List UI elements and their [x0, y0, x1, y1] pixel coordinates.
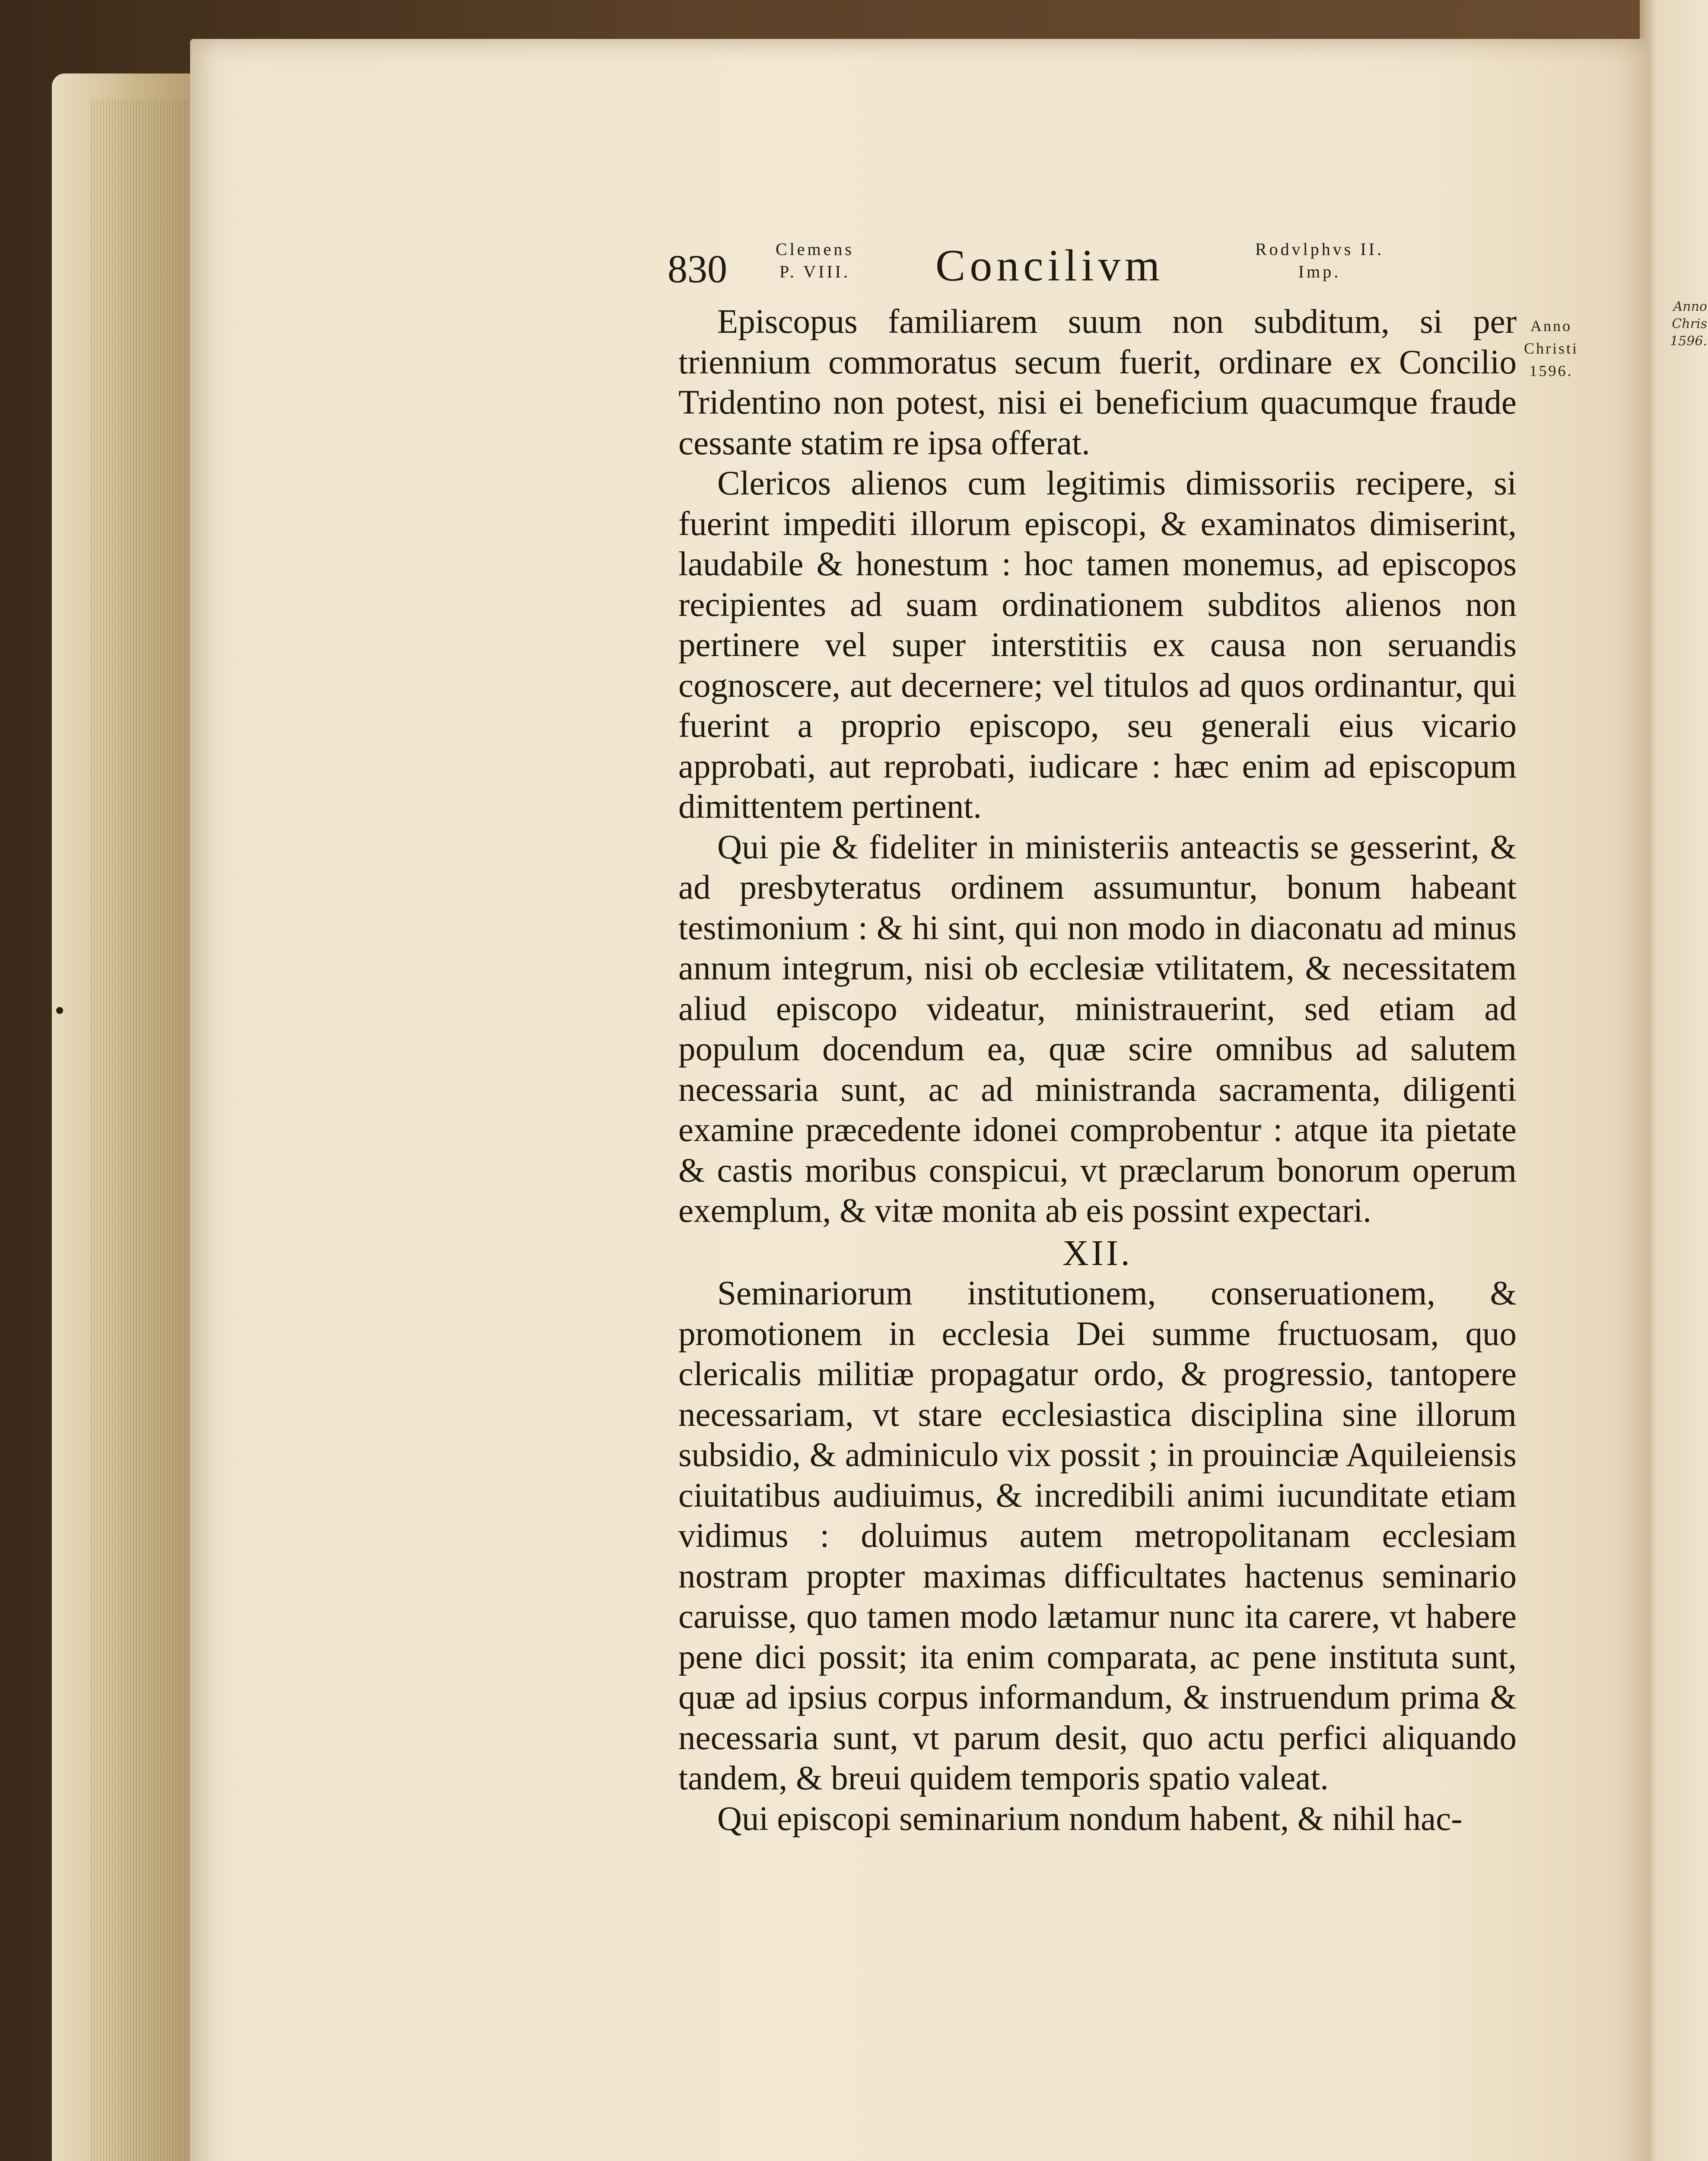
running-head-right [1255, 238, 1384, 283]
running-head-right-line: Imp. [1298, 262, 1341, 281]
running-head-left-line: P. VIII. [779, 262, 850, 281]
book-page-edges [52, 73, 199, 2161]
facing-page-margin-note [1670, 298, 1707, 350]
running-head [668, 236, 1458, 292]
margin-note-line: Anno [1530, 317, 1572, 335]
ink-mark [56, 1007, 63, 1014]
body-paragraph: Qui episcopi seminarium nondum habent, & nihil hac- [717, 1800, 1463, 1838]
running-head-left [776, 238, 854, 283]
facing-margin-line: Chris [1672, 316, 1707, 331]
body-paragraph: Episcopus familiarem suum non subditum, si per triennium commoratus secum fuerit, ordinare ex Concilio Tridentino non potest, nisi ei beneficium quacumque fraude cessante statim re ipsa offerat. [678, 303, 1517, 462]
margin-note-line: Christi [1524, 340, 1578, 357]
margin-note-year [1508, 315, 1594, 382]
page-number: 830 [668, 247, 727, 291]
running-head-left-line: Clemens [776, 239, 854, 259]
running-head-title: Concilivm [935, 241, 1164, 290]
running-head-right-line: Rodvlphvs II. [1255, 239, 1384, 259]
body-paragraph: Clericos alienos cum legitimis dimissoriis recipere, si fuerint impediti illorum episcopi, & examinatos dimiserint, laudabile & honestum : hoc tamen monemus, ad episcopos recipientes ad suam ordinationem subditos alienos non pertinere vel super interstitiis ex causa non seruandis cognoscere, aut decernere; vel titulos ad quos ordinantur, qui fuerint a proprio episcopo, seu generali eius vicario approbati, aut reprobati, iudicare : hæc enim ad episcopum dimittentem pertinent. [678, 465, 1517, 826]
section-heading: XII. [1062, 1233, 1132, 1273]
body-paragraph: Seminariorum institutionem, conseruationem, & promotionem in ecclesia Dei summe fructuosam, quo clericalis militiæ propagatur ordo, & progressio, tantopere necessariam, vt stare ecclesiastica disciplina sine illorum subsidio, & adminiculo vix possit ; in prouinciæ Aquileiensis ciuitatibus audiuimus, & incredibili animi iucunditate etiam vidimus : doluimus autem metropolitanam ecclesiam nostram propter maximas difficultates hactenus seminario caruisse, quo tamen modo lætamur nunc ita carere, vt habere pene dici possit; ita enim comparata, ac pene instituta sunt, quæ ad ipsius corpus informandum, & instruendum prima & necessaria sunt, vt parum desit, quo actu perfici aliquando tandem, & breui quidem temporis spatio valeat. [678, 1275, 1517, 1797]
facing-margin-line: 1596. [1670, 334, 1707, 349]
facing-margin-line: Anno [1673, 299, 1707, 314]
margin-note-line: 1596. [1529, 362, 1573, 379]
main-text-block [678, 302, 1517, 2161]
body-paragraph: Qui pie & fideliter in ministeriis anteactis se gesserint, & ad presbyteratus ordinem assumuntur, bonum habeant testimonium : & hi sint, qui non modo in diaconatu ad minus annum integrum, nisi ob ecclesiæ vtilitatem, & necessitatem aliud episcopo videatur, ministrauerint, sed etiam ad populum docendum ea, quæ scire omnibus ad salutem necessaria sunt, ac ad ministranda sacramenta, diligenti examine præcedente idonei comprobentur : atque ita pietate & castis moribus conspicui, vt præclarum bonorum operum exemplum, & vitæ monita ab eis possint expectari. [678, 828, 1517, 1230]
